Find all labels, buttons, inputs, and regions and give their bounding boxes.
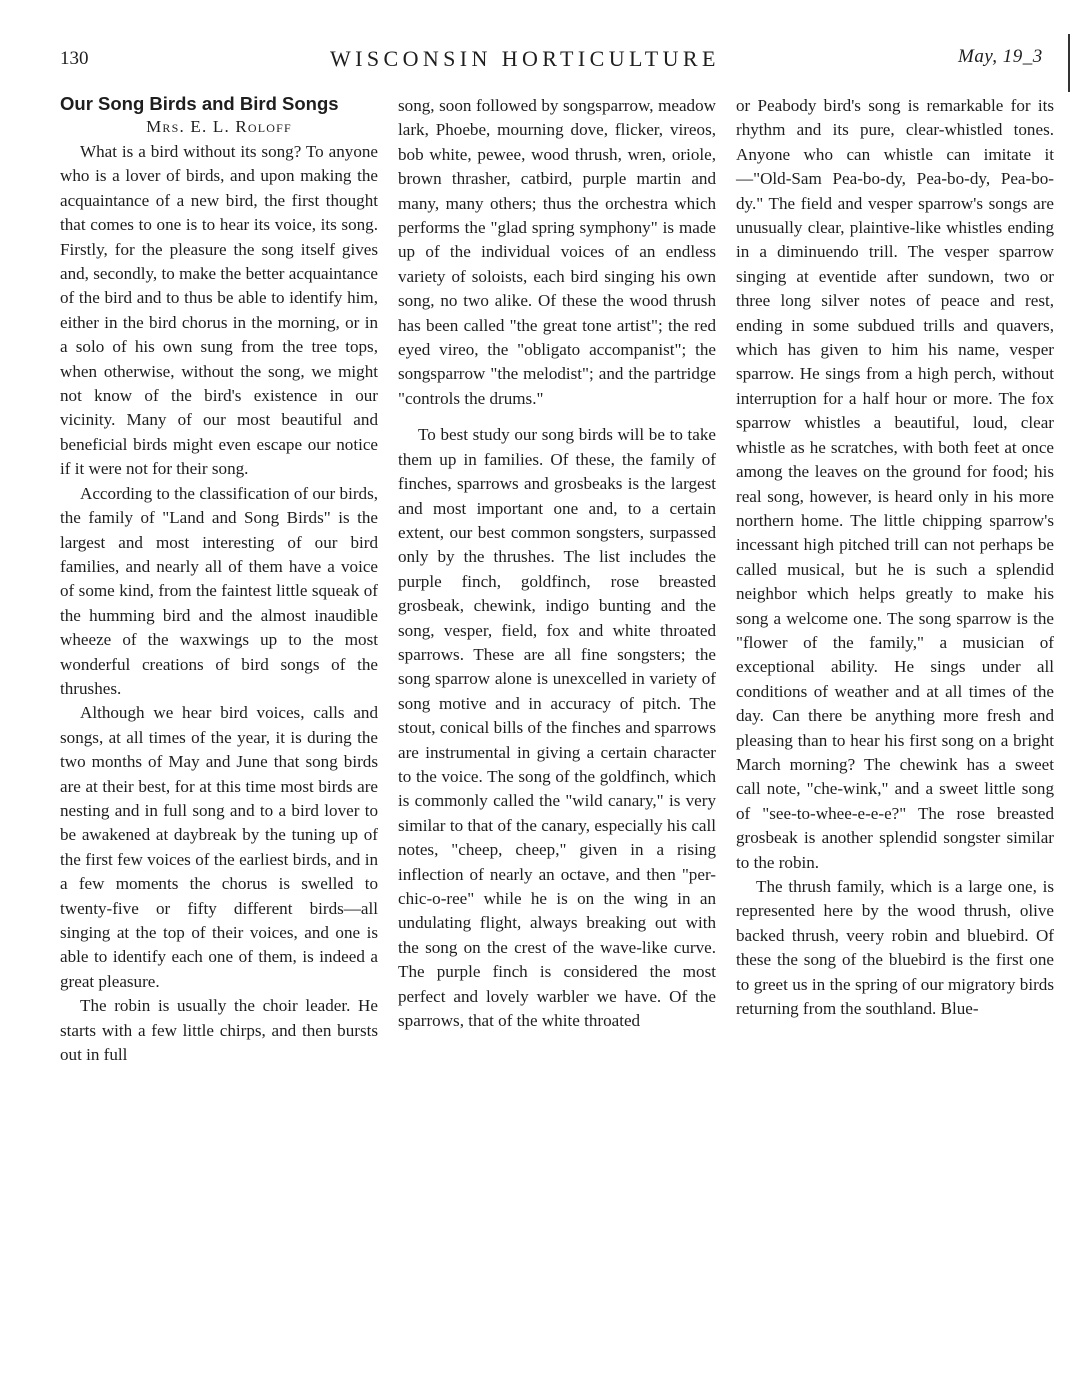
text-column-3 (736, 94, 1054, 1021)
page-edge-rule (1068, 34, 1070, 92)
article-title: Our Song Birds and Bird Songs (60, 93, 339, 114)
paragraph-4-continued: song, soon followed by songsparrow, meadow lark, Phoebe, mourning dove, flicker, vireos, bob white, pewee, wood thrush, wren, oriole, brown thrasher, catbird, purple martin and many, many others; thus the orchestra which performs the "glad spring symphony" is made up of the individual voices of an endless variety of soloists, each bird singing his own song, no two alike. Of these the wood thrush has been called "the great tone artist"; the red eyed vireo, the "obligato accompanist"; the songsparrow "the melodist"; and the partridge "controls the drums." (398, 96, 716, 408)
article-author: Mrs. E. L. Roloff (146, 117, 292, 136)
paragraph-2: According to the classification of our birds, the family of "Land and Song Birds" is the largest and most interesting of our bird families, and nearly all of them have a voice of some kind, from the faintest little squeak of the humming bird and the almost inaudible wheeze of the waxwings up to the most wonderful creations of bird songs of the thrushes. (60, 483, 378, 698)
page-number: 130 (60, 48, 89, 69)
text-column-1 (60, 92, 378, 1067)
paragraph-4: The robin is usually the choir leader. He starts with a few little chirps, and then bursts out in full (60, 996, 378, 1065)
paragraph-6: The thrush family, which is a large one, is represented here by the wood thrush, olive backed thrush, veery robin and bluebird. Of these the song of the bluebird is the first one to greet us in the spring of our migratory birds returning from the southland. Blue- (736, 877, 1054, 1019)
paragraph-3: Although we hear bird voices, calls and songs, at all times of the year, it is during the two months of May and June that song birds are at their best, for at this time most birds are nesting and in full song and to a bird lover to be awakened at daybreak by the tuning up of the first few voices of the earliest birds, and in a few moments the chorus is swelled to twenty-five or fifty different birds—all singing at the top of their voices, and one is able to identify each one of them, is indeed a great pleasure. (60, 703, 378, 991)
running-header (0, 40, 1090, 80)
paragraph-5: To best study our song birds will be to take them up in families. Of these, the family of finches, sparrows and grosbeaks is the largest and most important one and, to a certain extent, our best common songsters, surpassed only by the thrushes. The list includes the purple finch, goldfinch, rose breasted grosbeak, chewink, indigo bunting and the song, vesper, field, fox and white throated sparrows. These are all fine songsters; the song sparrow alone is unexcelled in variety of song motive and in accuracy of pitch. The stout, conical bills of the finches and sparrows are instrumental in giving a certain character to the voice. The song of the goldfinch, which is commonly called the "wild canary," is very similar to that of the canary, especially his call notes, "cheep, cheep," given in a rising inflection of nearly an octave, and then "per-chic-o-ree" while he is on the wing in an undulating flight, always breaking out with the song on the crest of the wave-like curve. The purple finch is considered the most perfect and lovely warbler we have. Of the sparrows, that of the white throated (398, 425, 716, 1031)
issue-date: May, 19_3 (958, 46, 1043, 67)
paragraph-5-continued: or Peabody bird's song is remarkable for its rhythm and its pure, clear-whistled tones. Anyone who can whistle can imitate it—"Old-Sam Pea-bo-dy, Pea-bo-dy, Pea-bo-dy." The field and vesper sparrow's songs are unusually clear, plaintive-like whistles ending in a diminuendo trill. The vesper sparrow singing at eventide after sundown, two or three long silver notes of peace and rest, ending in some subdued trills and quavers, which has given to him his name, vesper sparrow. He sings from a high perch, without interruption for a half hour or more. The fox sparrow whistles a beautiful, loud, clear whistle as he scratches, with both feet at once among the leaves on the ground for food; his real song, however, is heard only in his more northern home. The little chipping sparrow's incessant high pitched trill can not perhaps be called musical, but he is such a splendid neighbor which helps greatly to make his song a welcome one. The song sparrow is the "flower of the family," a musician of exceptional ability. He sings under all conditions of weather and at all times of the day. Can there be anything more fresh and pleasing than to hear his first song on a bright March morning? The chewink has a sweet call note, "che-wink," and a sweet little song of "see-to-whee-e-e-e?" The rose breasted grosbeak is another splendid songster similar to the robin. (736, 96, 1054, 872)
paragraph-1: What is a bird without its song? To anyone who is a lover of birds, and upon making the acquaintance of a new bird, the first thought that comes to one is to hear its voice, its song. Firstly, for the pleasure the song itself gives and, secondly, to make the better acquaintance of the bird and to thus be able to identify him, either in the bird chorus in the morning, or in a solo of his own sung from the tree tops, when otherwise, without the song, we might not know of the bird's existence in our vicinity. Many of our most beautiful and beneficial birds might even escape our notice if it were not for their song. (60, 142, 378, 479)
journal-title: WISCONSIN HORTICULTURE (330, 46, 720, 71)
text-column-2 (398, 94, 716, 1033)
